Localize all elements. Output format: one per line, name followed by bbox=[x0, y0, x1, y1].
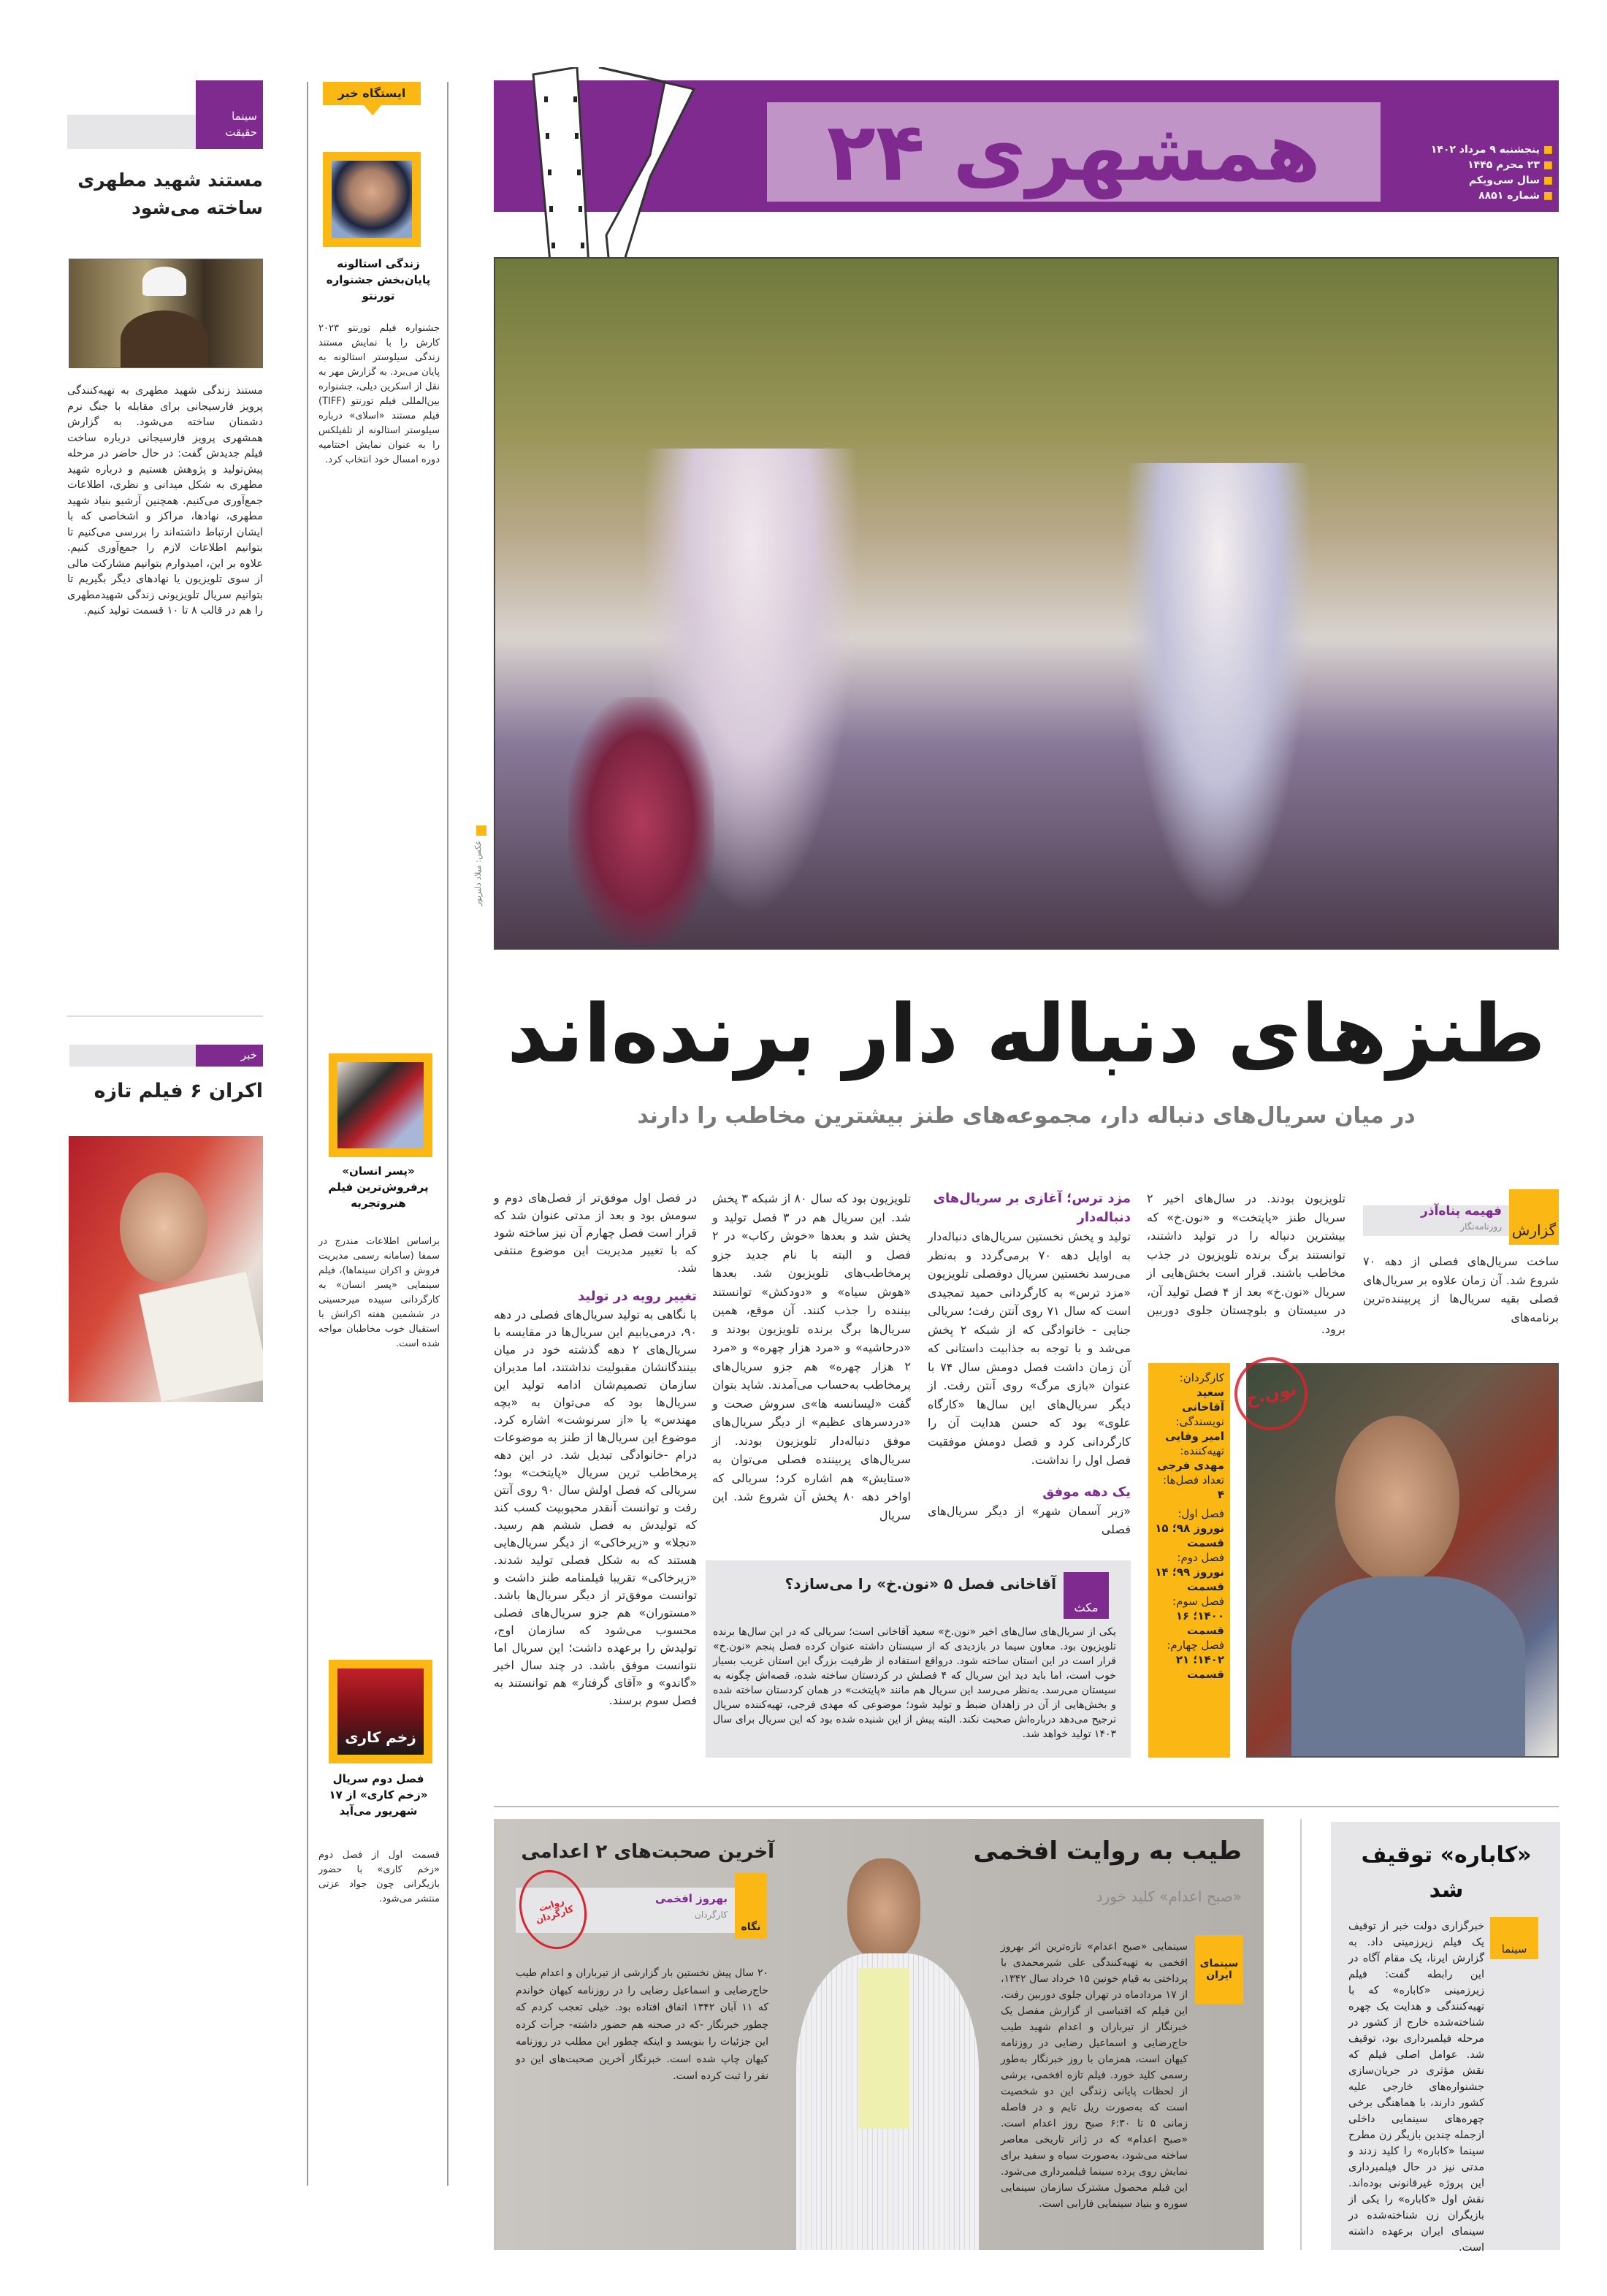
section-divider bbox=[494, 1806, 1559, 1807]
negah-tag: نگاه bbox=[735, 1873, 767, 1939]
cinema-haghighat-tag bbox=[196, 80, 263, 149]
news-item-body: جشنواره فیلم تورنتو ۲۰۲۳ کارش را با نمایش مستند زندگی سیلوستر استالونه به پایان می‌برد. به گزارش مهر به نقل از اسکرین دیلی، جشنواره بین‌المللی فیلم تورنتو (TIFF) فیلم مستند «اسلای» درباره سیلوستر استالونه از تلفیلکس را به عنوان نمایش اختتامیه دوره امسال خود انتخاب کرد. bbox=[318, 323, 440, 465]
series-info-box bbox=[1148, 1363, 1230, 1758]
news-item-title: زندگی استالونه پایان‌بخش جشنواره تورنتو bbox=[326, 257, 431, 302]
article-col5 bbox=[494, 1189, 697, 1709]
article-col5-text: در فصل اول موفق‌تر از فصل‌های دوم و سومش بود و بعد از مدتی عنوان شد که قرار است فصل چهارم آن نیز ساخته شود که با تغییر مدیریت این موضوع منتفی شد. bbox=[494, 1191, 697, 1275]
left-tag-bar2 bbox=[69, 1045, 197, 1067]
year: ■ سال سی‌ویکم bbox=[1468, 175, 1553, 186]
main-subtitle-wrap bbox=[494, 1103, 1559, 1129]
makth-title: آقاخانی فصل ۵ «نون.خ» را می‌سازد؟ bbox=[785, 1575, 1056, 1593]
tag-line1: سینما bbox=[232, 110, 257, 123]
info-item: فصل چهارم: ۱۴۰۲؛ ۲۱ قسمت bbox=[1167, 1639, 1224, 1681]
main-photo-tug-of-war bbox=[494, 257, 1559, 950]
page-logo: همشهری ۲۴ bbox=[767, 102, 1381, 202]
kabare-body: خبرگزاری دولت خبر از توقیف یک فیلم زیرزمینی داد. به گزارش ایرنا، یک مقام آگاه در این رابطه گفت: فیلم زیرزمینی «کاباره» که با تهیه‌کنندگی و هدایت یک چهره شناخته‌شده خارج از کشور در مرحله فیلمبرداری بود، توقیف شد. عوامل اصلی فیلم که نقش مؤثری در جریان‌سازی جشنواره‌های خارجی علیه کشور دارند، با هماهنگی برخی چهره‌های سینمایی داخلی ازجمله چندین بازیگر زن مطرح سینما «کاباره» را کلید زدند و مدتی نیز در حال فیلمبرداری این پروژه غیرقانونی بوده‌اند. نقش اول «کاباره» را یکی از بازیگران زن شناخته‌شده در سینمای ایران برعهده داشته است. bbox=[1348, 1921, 1484, 2254]
pesar-ensan-photo bbox=[337, 1062, 424, 1148]
date-shamsi: ■ پنجشنبه ۹ مرداد ۱۴۰۲ bbox=[1430, 144, 1553, 156]
subhead-mozd-tars: مزد ترس؛ آغازی بر سریال‌های دنباله‌دار bbox=[933, 1191, 1131, 1225]
afkhami-subtitle: «صبح اعدام» کلید خورد bbox=[1096, 1888, 1242, 1905]
header-pointer bbox=[364, 105, 381, 115]
news-item-body: قسمت اول از فصل دوم «زخم کاری» با حضور بازیگرانی چون جواد عزتی منتشر می‌شود. bbox=[318, 1850, 440, 1904]
side-author: بهروز افخمی bbox=[654, 1892, 728, 1905]
article-col3 bbox=[928, 1189, 1131, 1539]
article-col3-text: تولید و پخش نخستین سریال‌های دنباله‌دار به اوایل دهه ۷۰ برمی‌گردد و به‌نظر می‌رسد نخستین سریال دوفصلی تلویزیون «مزد ترس» به کارگردانی حمید تمجیدی است که سال ۷۱ روی آنتن رفت؛ سریالی جنایی - خانوادگی که از شبکه ۲ پخش می‌شد و با توجه به جذابیت داستانی که آن زمان داشت فصل دومش سال ۷۴ با عنوان «بازی مرگ» روی آنتن رفت. از دیگر سریال‌های این سال‌ها «کارگاه علوی» بود که حسن هدایت آن را کارگردانی کرد و فصل دومش موفقیت فصل اول را نداشت. bbox=[928, 1229, 1131, 1467]
column-divider-right bbox=[447, 82, 448, 2186]
tag-line2: حقیقت bbox=[225, 126, 257, 139]
info-item: تعداد فصل‌ها: ۴ bbox=[1163, 1473, 1224, 1501]
afkhami-title: طیب به روایت افخمی bbox=[973, 1837, 1242, 1866]
makth-tag: مکث bbox=[1064, 1572, 1109, 1619]
cinema-iran-tag: سینمای ایران bbox=[1195, 1935, 1243, 2004]
article-col3-text2: «زیر آسمان شهر» از دیگر سریال‌های فصلی bbox=[928, 1503, 1131, 1536]
subhead-decade: یک دهه موفق bbox=[1042, 1484, 1131, 1500]
report-tag: گزارش bbox=[1509, 1189, 1559, 1245]
info-item: فصل اول: نوروز ۹۸؛ ۱۵ قسمت bbox=[1155, 1507, 1224, 1549]
news-item-title: «پسر انسان» پرفروش‌ترین فیلم هنروتجربه bbox=[328, 1164, 429, 1210]
info-item: نویسندگی: امیر وفایی bbox=[1165, 1415, 1224, 1443]
info-item: تهیه‌کننده: مهدی فرجی bbox=[1157, 1444, 1224, 1472]
subhead-change: تغییر رویه در تولید bbox=[578, 1289, 697, 1304]
kabare-tag: سینما bbox=[1490, 1917, 1538, 1959]
director-stamp: روایت کارگردان bbox=[509, 1861, 597, 1958]
issue-number: ■ شماره ۸۸۵۱ bbox=[1478, 190, 1553, 202]
main-subtitle: در میان سریال‌های دنباله دار، مجموعه‌های طنز بیشترین مخاطب را دارند bbox=[637, 1103, 1416, 1129]
author-name: فهیمه پناه‌آذر bbox=[1421, 1204, 1502, 1218]
article-col2: تلویزیون بودند. در سال‌های اخیر ۲ سریال طنز «پایتخت» و «نون.خ» که بیشترین دنباله را در تولید داشتند، توانستند برگ برنده تلویزیون در جذب مخاطب باشند. قرار است بخش‌هایی از سریال «نون.خ» بعد از ۴ فصل تولید آن، در سیستان و بلوچستان جلوی دوربین برود. bbox=[1147, 1191, 1346, 1336]
article-col5-text2: با نگاهی به تولید سریال‌های فصلی در دهه ۹۰، درمی‌یابیم این سریال‌ها در مقایسه با سریال‌های ۲ دهه گذشته خود در میان بینندگانشان مقبولیت نداشتند، اما مدیران سازمان تصمیم‌شان ادامه تولید این سریال‌ها بود که می‌توان به «بچه مهندس» یا «از سرنوشت» اشاره کرد. موضوع این سریال‌ها از طنز به موضوعات درام -خانوادگی تبدیل شد. در این دهه پرمخاطب ترین سریال «پایتخت» بود؛ سریالی که فصل اولش سال ۹۰ روی آنتن رفت و توانست آنقدر محبوبیت کسب کند که تولیدش به فصل ششم هم رسید. «نجلا» و «زیرخاکی» از دیگر سریال‌هایی هستند که به شکل فصلی تولید شدند. «زیرخاکی» تقریبا فیلمنامه طنز داشت و توانست موفق‌تر از دیگر سریال‌ها باشد. «مستوران» هم جزو سریال‌های فصلی محسوب می‌شود که سازمان اوج، تولیدش را برعهده داشت؛ این سریال اما نتوانست موفق باشد. در چند سال اخیر «گاندو» و «آقای گرفتار» هم توانستند به فصل سوم برسند. bbox=[494, 1308, 698, 1707]
main-headline: طنزهای دنباله دار برنده‌اند bbox=[507, 987, 1546, 1080]
caption-marker bbox=[476, 825, 486, 836]
motahari-title: مستند شهید مطهری ساخته می‌شود bbox=[77, 169, 263, 218]
author-role: روزنامه‌نگار bbox=[1460, 1221, 1502, 1232]
svg-text:12: 12 bbox=[623, 228, 625, 229]
noon-kh-stamp: نون.خ bbox=[1228, 1351, 1315, 1438]
actress-photo bbox=[69, 1136, 263, 1402]
side-title: آخرین صحبت‌های ۲ اعدامی bbox=[521, 1841, 774, 1863]
news-item-body: براساس اطلاعات مندرج در سمفا (سامانه رسمی مدیریت فروش و اکران سینماها)، فیلم سینمایی «پسر انسان» به کارگردانی سپیده میرحسینی در ششمین هفته اکرانش با استقبال خوب مخاطبان مواجه شده است. bbox=[318, 1236, 440, 1349]
afkhami-photo bbox=[789, 1844, 986, 2250]
news-item-title: فصل دوم سریال «زخم کاری» از ۱۷ شهریور می‌آید bbox=[329, 1772, 428, 1818]
side-body: ۲۰ سال پیش نخستین بار گزارشی از تیرباران و اعدام طیب حاج‌رضایی و اسماعیل رضایی را در روزنامه کیهان خواندم که ۱۱ آبان ۱۳۴۲ اتفاق افتاده بود. خیلی تعجب کردم که چطور خبرنگار -که در صحنه هم حضور داشته- جرأت کرده این جزئیات را بنویسد و اینکه چطور این مطلب در روزنامه کیهان چاپ شده است. خبرنگار آخرین صحبت‌های این دو نفر را ثبت کرده است. bbox=[516, 1967, 769, 2082]
zakhm-kari-poster-frame bbox=[329, 1660, 432, 1763]
issue-info bbox=[1385, 142, 1553, 204]
info-item: کارگردان: سعید آقاخانی bbox=[1179, 1371, 1224, 1414]
zakhm-kari-poster: زخم کاری bbox=[337, 1668, 424, 1755]
side-role: کارگردان bbox=[695, 1910, 728, 1920]
main-headline-wrap bbox=[494, 983, 1559, 1085]
motahari-photo bbox=[69, 259, 263, 368]
photo-caption: عکس: میلاد دلبرپور bbox=[473, 840, 483, 906]
date-hijri: ■ ۲۳ محرم ۱۴۴۵ bbox=[1467, 159, 1553, 171]
column-divider-left bbox=[307, 82, 308, 2186]
article-col4: تلویزیون بود که سال ۸۰ از شبکه ۳ پخش شد. این سریال هم در ۳ فصل تولید و پخش شد و بعدها «خوش رکاب» در ۲ فصل و البته با نام جدید جزو پرمخاطب‌های تلویزیون شد. بعدها «هوش سیاه» و «دودکش» توانستند بیننده را جذب کنند. آن موقع، همین سریال‌ها برگ برنده تلویزیون بودند و «درحاشیه» و «مرد هزار چهره» و «مرد ۲ هزار چهره» هم جزو سریال‌های پرمخاطب به‌حساب می‌آمدند. شاید بتوان گفت «لیسانسه ها»ی سروش صحت و «دردسرهای عظیم» از دیگر سریال‌های موفق دنباله‌دار تلویزیون بودند. از سریال‌های پربیننده فصلی می‌توان به «ستایش» هم اشاره کرد؛ سریالی که اواخر دهه ۸۰ پخش آن شروع شد. این سریال bbox=[712, 1191, 912, 1522]
left-tag-bar bbox=[67, 115, 196, 149]
afkhami-body: سینمایی «صبح اعدام» تازه‌ترین اثر بهروز افخمی به تهیه‌کنندگی علی شیرمحمدی با پرداختی به قیام خونین ۱۵ خرداد سال ۱۳۴۲، از ۱۷ مردادماه در تهران جلوی دوربین رفت. این فیلم که اقتباسی از گزارش مفصل یک خبرنگار از تیرباران و اعدام شهید طیب حاج‌رضایی و اسماعیل رضایی در روزنامه کیهان است، همزمان با روز خبرنگار به‌طور رسمی کلید خورد. فیلم تازه افخمی، برشی از لحظات پایانی زندگی این دو شخصیت است که به‌صورت ریل تایم و در فاصله زمانی ۵ تا ۶:۳۰ صبح روز اعدام است. «صبح اعدام» که در ژانر تاریخی معاصر ساخته می‌شود، به‌صورت سیاه و سفید برای نمایش روی پرده سینما فیلمبرداری می‌شود. این فیلم محصول مشترک سازمان سینمایی سوره و بنیاد سینمایی فارابی است. bbox=[1001, 1941, 1188, 2210]
kabare-title: «کاباره» توقیف شد bbox=[1361, 1842, 1532, 1903]
article-intro: ساخت سریال‌های فصلی از دهه ۷۰ شروع شد. آن زمان علاوه بر سریال‌های فصلی بقیه سریال‌ها از پربیننده‌ترین برنامه‌های bbox=[1363, 1254, 1559, 1324]
motahari-body: مستند زندگی شهید مطهری به تهیه‌کنندگی پرویز فارسیجانی برای مقابله با جنگ نرم دشمنان ساخته می‌شود. به گزارش همشهری پرویز فارسیجانی درباره ساخت فیلم جدیدش گفت: در حال حاضر در مرحله پیش‌تولید و پژوهش هستیم و درباره شهید مطهری به شکل میدانی و نظری، اطلاعات جمع‌آوری می‌کنیم. همچنین آرشیو بنیاد شهید مطهری، نهادها، مراکز و اشخاصی که با ایشان ارتباط داشته‌اند را بررسی می‌کنیم تا بتوانیم اطلاعات لازم را جمع‌آوری کنیم. علاوه بر این، امیدوارم بتوانیم مشارکت مالی از سوی تلویزیون یا نهادهای دیگر بگیریم تا بتوانیم سریال تلویزیونی زندگی شهیدمطهری را هم در قالب ۸ تا ۱۰ قسمت تولید کنیم. bbox=[67, 385, 263, 617]
left-divider bbox=[67, 1015, 263, 1017]
pesar-ensan-photo-frame bbox=[329, 1053, 432, 1157]
stallone-photo-frame bbox=[323, 152, 421, 247]
new-films-title: اکران ۶ فیلم تازه bbox=[93, 1080, 263, 1102]
stallone-photo bbox=[332, 161, 412, 238]
info-item: فصل سوم: ۱۴۰۰؛ ۱۶ قسمت bbox=[1172, 1595, 1224, 1637]
makth-body: یکی از سریال‌های سال‌های اخیر «نون.خ» سعید آقاخانی است؛ سریالی که در این سال‌ها برنده تلویزیون بود. معاون سیما در بازدیدی که از سیستان داشته عنوان کرده فصل پنجم «نون.خ» قرار است در این استان ساخته شود. درواقع استفاده از ظرفیت بزرگ این استان غریب بسیار خوب است، اما باید دید این سریال که ۴ فصلش در کردستان ساخته شده، قصه‌اش چگونه به سیستان می‌رسد. به‌نظر می‌رسد این سریال هم مانند «پایتخت» در همان کردستان ساخته شده و بخش‌هایی از آن در زاهدان ضبط و تولید شود؛ موضوعی که مهدی فرجی، تهیه‌کننده سریال ترجیح می‌دهد درباره‌اش صحبت نکند. البته پیش از این شنیده شده بود که این سریال برای سال ۱۴۰۳ تولید خواهد شد. bbox=[713, 1626, 1116, 1740]
news-station-header: ایستگاه خبر bbox=[323, 82, 421, 105]
info-item: فصل دوم: نوروز ۹۹؛ ۱۴ قسمت bbox=[1155, 1551, 1224, 1593]
new-films-body bbox=[67, 1417, 263, 2177]
news-tag: خبر bbox=[196, 1045, 263, 1067]
column-divider bbox=[1300, 1819, 1302, 2250]
